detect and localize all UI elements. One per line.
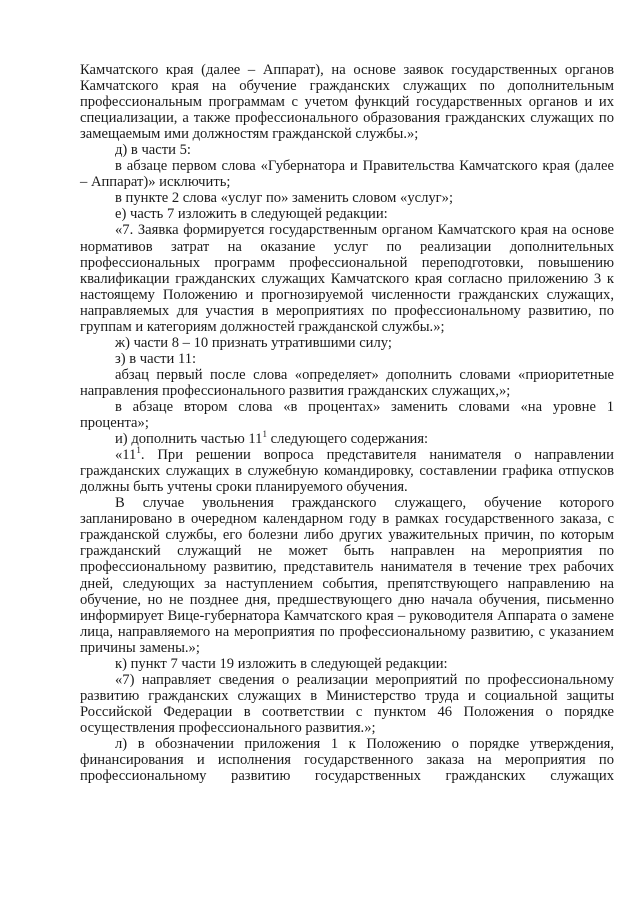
paragraph-uvolnenie: В случае увольнения гражданского служащего, обучение которого запланировано в очередном календарном году в рамках государственного заказа, с гражданской службы, его болезни либо других уважительных причин, по которым гражданский служащий не может быть направлен на мероприятия по профессиональному развитию, представитель нанимателя в течение трех рабочих дней, следующих за наступлением события, препятствующего направлению на обучение, но не позднее дня, предшествующего дню начала обучения, письменно информирует Вице-губернатора Камчатского края – руководителя Аппарата о замене лица, направляемого на мероприятия по профессиональному развитию, с указанием причины замены.»; (80, 495, 614, 656)
paragraph-d-punkt2: в пункте 2 слова «услуг по» заменить словом «услуг»; (115, 190, 454, 207)
paragraph-e: е) часть 7 изложить в следующей редакции: (115, 206, 388, 223)
paragraph-l: л) в обозначении приложения 1 к Положению о порядке утверждения, финансирования и исполнения государственного заказа на мероприятия по профессиональному развитию государственных гражданских служащих (80, 735, 614, 785)
paragraph-d-abzac: в абзаце первом слова «Губернатора и Правительства Камчатского края (далее – Аппарат)» исключить; (80, 158, 614, 191)
paragraph-11-1-after: . При решении вопроса представителя нанимателя о направлении гражданских служащих в служебную командировку, составлении графика отпусков должны быть учтены сроки планируемого обучения. (80, 447, 614, 496)
paragraph-k-text: «7) направляет сведения о реализации мероприятий по профессиональному развитию гражданских служащих в Министерство труда и социальной защиты Российской Федерации в соответствии с пунктом 46 Положения о порядке осуществления профессионального развития.»; (80, 671, 614, 736)
paragraph-z-abzac2: в абзаце втором слова «в процентах» заменить словами «на уровне 1 процента»; (80, 398, 614, 432)
paragraph-d: д) в части 5: (115, 142, 191, 159)
paragraph-i (80, 431, 614, 447)
paragraph-z-abzac1: абзац первый после слова «определяет» дополнить словами «приоритетные направления профессионального развития гражданских служащих,»; (80, 366, 614, 399)
paragraph-intro: Камчатского края (далее – Аппарат), на основе заявок государственных органов Камчатского края на обучение гражданских служащих по дополнительным профессиональным программам с учетом функций государственных органов и их специализации, а также профессионального образования гражданских служащих по замещаемым ими должностям гражданской службы.»; (80, 62, 614, 143)
paragraph-11-1-before: «11 (115, 447, 137, 464)
paragraph-i-before: и) дополнить частью 11 (115, 431, 263, 448)
document-page (80, 62, 614, 784)
paragraph-i-after: следующего содержания: (266, 431, 429, 448)
paragraph-11-1-sup: 1 (136, 445, 141, 456)
paragraph-e-text: «7. Заявка формируется государственным органом Камчатского края на основе нормативов затрат на оказание услуг по реализации дополнительных профессиональных программ профессиональной переподготовки, повышению квалификации гражданских служащих Камчатского края согласно приложению 3 к настоящему Положению и прогнозируемой численности гражданских служащих, направляемых для участия в мероприятиях по профессиональному развитию, по группам и категориям должностей гражданской службы.»; (80, 222, 614, 335)
paragraph-zh: ж) части 8 – 10 признать утратившими силу; (115, 334, 392, 351)
paragraph-i-sup: 1 (262, 429, 267, 440)
paragraph-k: к) пункт 7 части 19 изложить в следующей редакции: (115, 655, 448, 672)
paragraph-11-1 (80, 447, 614, 495)
paragraph-z: з) в части 11: (115, 350, 197, 367)
